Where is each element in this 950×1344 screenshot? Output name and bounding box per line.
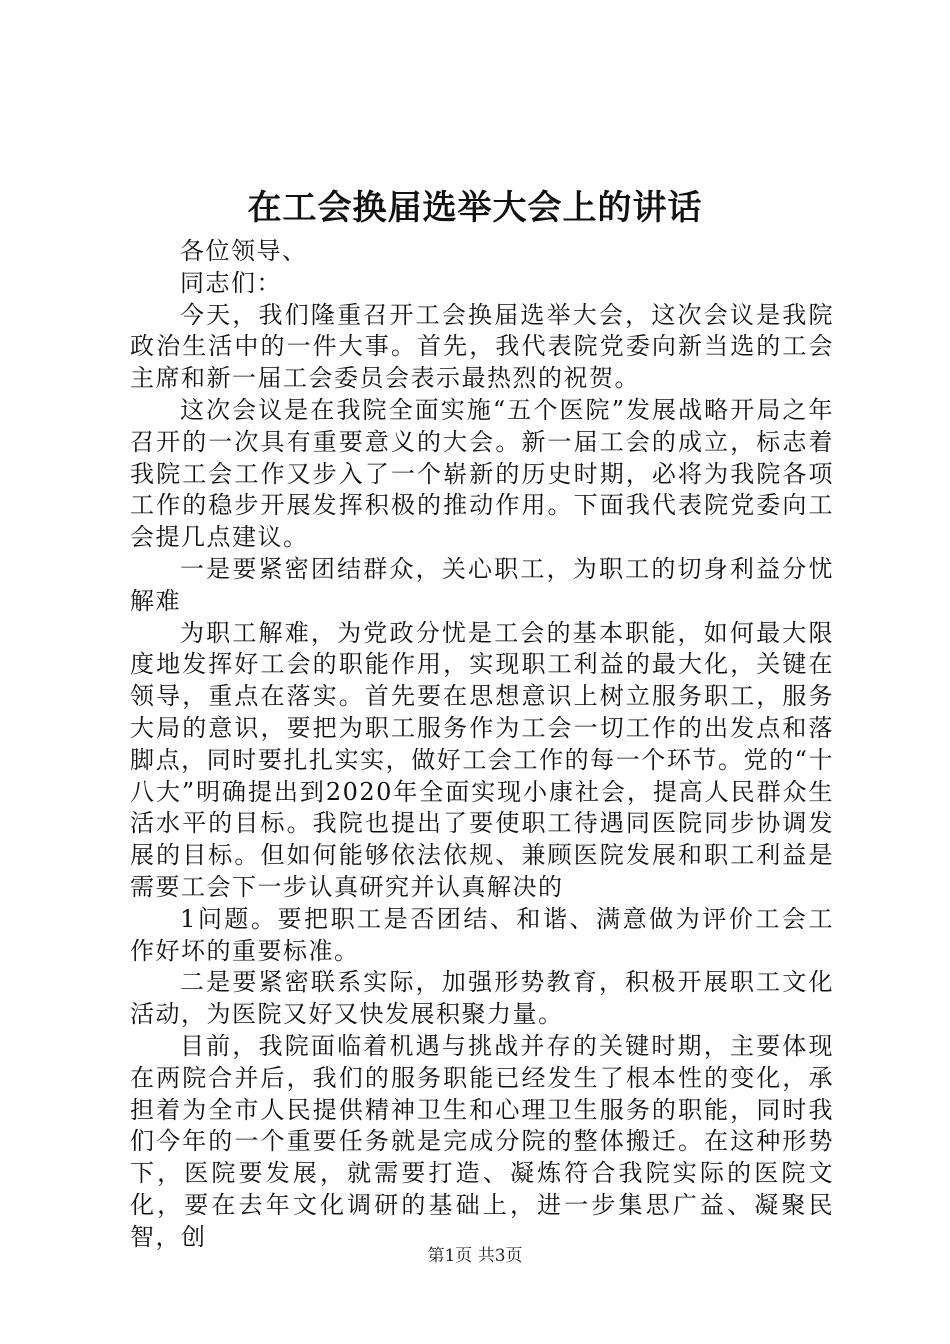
paragraph-context: 这次会议是在我院全面实施“五个医院”发展战略开局之年召开的一次具有重要意义的大会。新一届工会的成立，标志着我院工会工作又步入了一个崭新的历史时期，必将为我院各项工作的稳步开展发挥积极的推动作用。下面我代表院党委向工会提几点建议。 bbox=[130, 395, 834, 552]
page-title: 在工会换届选举大会上的讲话 bbox=[247, 188, 703, 228]
paragraph-section-2: 目前，我院面临着机遇与挑战并存的关键时期，主要体现在两院合并后，我们的服务职能已经发生了根本性的变化，承担着为全市人民提供精神卫生和心理卫生服务的职能，同时我们今年的一个重要任务就是完成分院的整体搬迁。在这种形势下，医院要发展，就需要打造、凝炼符合我院实际的医院文化，要在去年文化调研的基础上，进一步集思广益、凝聚民智，创 bbox=[130, 1031, 834, 1251]
salutation-line-1: 各位领导、 bbox=[180, 237, 308, 265]
paragraph-section-1-cont: 1问题。要把职工是否团结、和谐、满意做为评价工会工作好坏的重要标准。 bbox=[130, 904, 834, 965]
paragraph-section-1: 为职工解难，为党政分忧是工会的基本职能，如何最大限度地发挥好工会的职能作用，实现职工利益的最大化，关键在领导，重点在落实。首先要在思想意识上树立服务职工，服务大局的意识，要把为职工服务作为工会一切工作的出发点和落脚点，同时要扎扎实实，做好工会工作的每一个环节。党的“十八大”明确提出到2020年全面实现小康社会，提高人民群众生活水平的目标。我院也提出了要使职工待遇同医院同步协调发展的目标。但如何能够依法依规、兼顾医院发展和职工利益是需要工会下一步认真研究并认真解决的 bbox=[130, 618, 834, 901]
section-heading-1: 一是要紧密团结群众，关心职工，为职工的切身利益分忧解难 bbox=[130, 554, 834, 615]
section-heading-2: 二是要紧密联系实际，加强形势教育，积极开展职工文化活动，为医院又好又快发展积聚力量。 bbox=[130, 968, 834, 1029]
document-body bbox=[130, 236, 834, 1254]
paragraph-opening: 今天，我们隆重召开工会换届选举大会，这次会议是我院政治生活中的一件大事。首先，我代表院党委向新当选的工会主席和新一届工会委员会表示最热烈的祝贺。 bbox=[130, 300, 834, 393]
page-footer: 第1页 共3页 bbox=[427, 1246, 523, 1266]
salutation-line-2: 同志们： bbox=[180, 268, 282, 297]
